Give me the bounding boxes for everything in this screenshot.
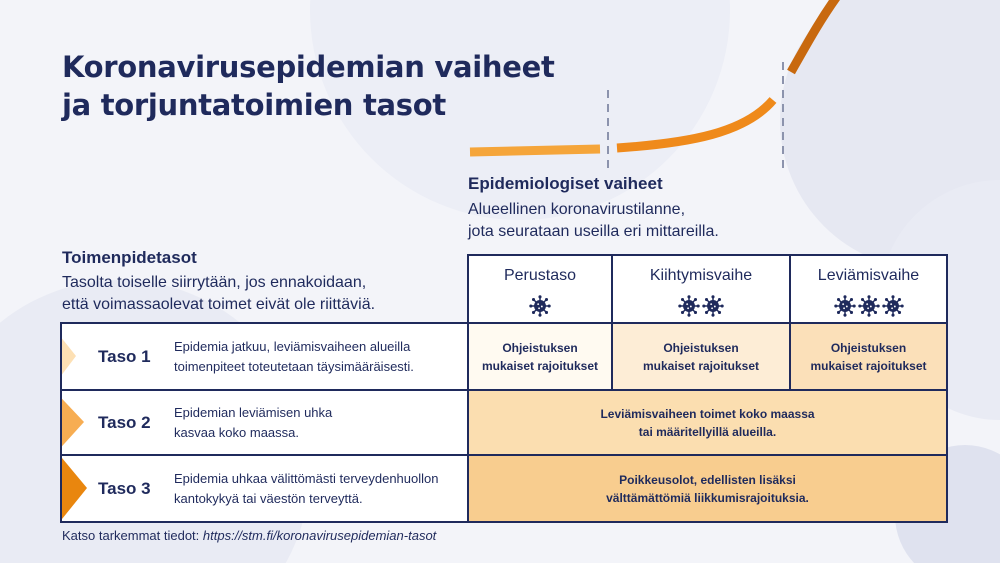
measure-taso1-leviamisvaihe (789, 324, 948, 391)
coronavirus-icon (678, 295, 700, 317)
measure-taso2 (467, 391, 948, 456)
phase-header-kiihtymisvaihe (611, 254, 789, 324)
phases-heading: Epidemiologiset vaiheet (468, 174, 663, 193)
level-name: Taso 3 (98, 478, 151, 498)
coronavirus-icon (529, 295, 551, 317)
phases-description (468, 199, 719, 243)
level-name: Taso 2 (98, 412, 151, 432)
footer-note (62, 528, 436, 543)
chevron-right-icon (62, 456, 88, 521)
measures-desc-line-1: Tasolta toiselle siirrytään, jos ennakoidaan, (62, 274, 367, 291)
measure-line-1: Ohjeistuksen (830, 340, 907, 355)
phase-header-leviamisvaihe (789, 254, 948, 324)
phases-desc-line-1: Alueellinen koronavirustilanne, (468, 201, 686, 218)
level-desc-line-2: toimenpiteet toteutetaan täysimääräisesti. (174, 358, 414, 374)
level-name: Taso 1 (98, 346, 151, 366)
measure-line-2: mukaiset rajoitukset (481, 358, 599, 373)
title-line-1: Koronavirusepidemian vaiheet (62, 50, 555, 84)
level-description (174, 337, 459, 377)
phase-label: Perustaso (503, 267, 577, 284)
levels-table (60, 254, 948, 523)
measure-taso1-kiihtymisvaihe (611, 324, 789, 391)
footer-prefix: Katso tarkemmat tiedot: (62, 528, 203, 543)
table-corner (60, 254, 467, 324)
level-desc-line-2: kantokykyä tai väestön terveyttä. (174, 490, 363, 506)
measure-line-2: välttämättömiä liikkumisrajoituksia. (606, 490, 809, 505)
level-desc-line-1: Epidemia uhkaa välittömästi terveydenhuollon (174, 470, 439, 486)
footer-link[interactable]: https://stm.fi/koronavirusepidemian-tasot (202, 528, 437, 543)
level-row-taso-2 (60, 391, 467, 456)
curve-segment-perustaso (470, 149, 600, 152)
measure-line-1: Ohjeistuksen (502, 340, 578, 355)
level-row-taso-1 (60, 324, 467, 391)
chevron-right-icon (62, 391, 88, 454)
measure-line-2: mukaiset rajoitukset (642, 358, 760, 373)
coronavirus-icon (858, 295, 880, 317)
level-desc-line-1: Epidemian leviämisen uhka (174, 404, 333, 420)
phase-label: Leviämisvaihe (817, 267, 920, 284)
level-desc-line-2: kasvaa koko maassa. (174, 424, 300, 440)
page-title (62, 48, 555, 124)
level-description (174, 469, 459, 509)
measures-heading: Toimenpidetasot (62, 248, 197, 267)
measure-line-1: Poikkeusolot, edellisten lisäksi (619, 472, 796, 487)
measure-line-2: mukaiset rajoitukset (810, 358, 927, 373)
measures-desc-line-2: että voimassaolevat toimet eivät ole riittäviä. (62, 296, 376, 313)
coronavirus-icon (882, 295, 904, 317)
title-line-2: ja torjuntatoimien tasot (62, 88, 446, 122)
phase-header-perustaso (467, 254, 611, 324)
virus-icons (529, 295, 551, 317)
virus-icons (678, 295, 724, 317)
phases-desc-line-2: jota seurataan useilla eri mittareilla. (468, 223, 719, 240)
coronavirus-icon (702, 295, 724, 317)
measure-taso3 (467, 456, 948, 523)
measure-line-2: tai määritellyillä alueilla. (638, 424, 777, 439)
level-desc-line-1: Epidemia jatkuu, leviämisvaiheen alueilla (174, 338, 411, 354)
chevron-right-icon (62, 324, 88, 389)
coronavirus-icon (834, 295, 856, 317)
level-row-taso-3 (60, 456, 467, 523)
measure-line-1: Leviämisvaiheen toimet koko maassa (600, 406, 815, 421)
measure-taso1-perustaso (467, 324, 611, 391)
measure-line-1: Ohjeistuksen (663, 340, 739, 355)
phases-header (468, 174, 719, 243)
virus-icons (834, 295, 904, 317)
level-description (174, 403, 459, 443)
phase-label: Kiihtymisvaihe (649, 267, 753, 284)
